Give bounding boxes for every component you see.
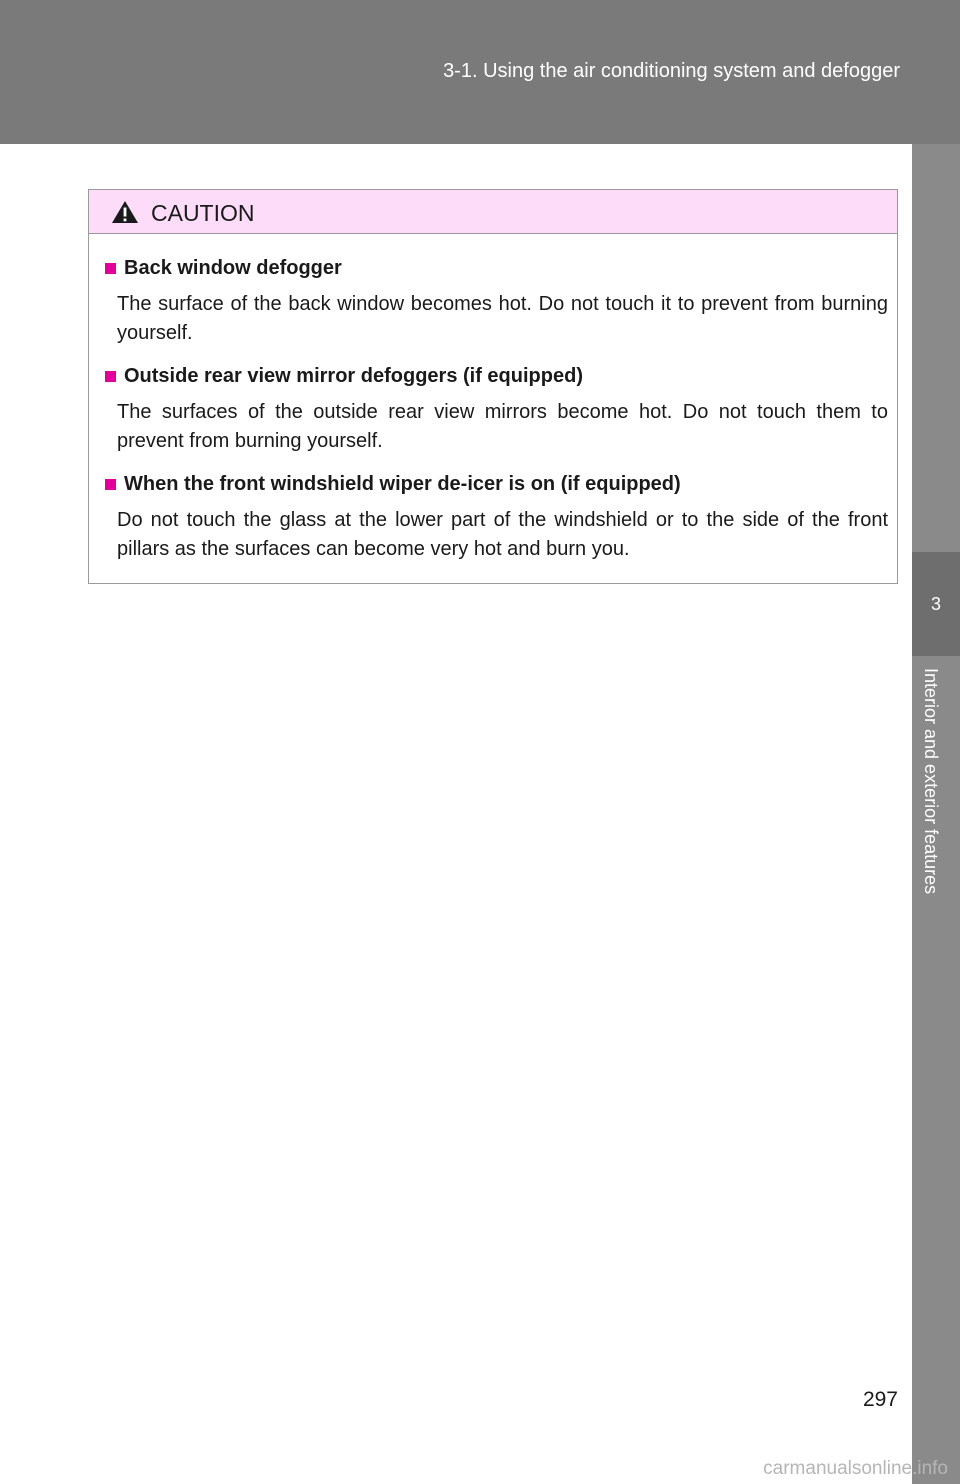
caution-box bbox=[88, 189, 898, 584]
caution-item-text: Do not touch the glass at the lower part of the windshield or to the side of the front pillars as the surfaces can become very hot and burn you. bbox=[117, 509, 888, 560]
caution-item bbox=[105, 470, 888, 564]
caution-item bbox=[105, 362, 888, 456]
page-number: 297 bbox=[862, 1388, 898, 1411]
caution-item-text: The surfaces of the outside rear view mirrors become hot. Do not touch them to prevent from burning yourself. bbox=[117, 401, 888, 452]
chapter-label: Interior and exterior features bbox=[921, 668, 941, 895]
caution-item-heading-text: Outside rear view mirror defoggers (if equipped) bbox=[124, 365, 583, 387]
bullet-square-icon bbox=[105, 479, 116, 490]
caution-item-heading bbox=[105, 362, 888, 390]
caution-item-heading bbox=[105, 254, 888, 282]
caution-item-text: The surface of the back window becomes hot. Do not touch it to prevent from burning yourself. bbox=[117, 293, 888, 344]
caution-item-heading-text: Back window defogger bbox=[124, 257, 342, 279]
side-tab-top bbox=[912, 144, 960, 552]
watermark: carmanualsonline.info bbox=[763, 1458, 948, 1479]
caution-title: CAUTION bbox=[151, 200, 255, 226]
warning-triangle-icon bbox=[111, 200, 139, 224]
caution-item-heading bbox=[105, 470, 888, 498]
bullet-square-icon bbox=[105, 371, 116, 382]
caution-header bbox=[89, 190, 897, 234]
caution-item bbox=[105, 254, 888, 348]
caution-item-heading-text: When the front windshield wiper de-icer is on (if equipped) bbox=[124, 473, 681, 495]
page-header bbox=[0, 0, 960, 144]
caution-body bbox=[89, 234, 897, 564]
bullet-square-icon bbox=[105, 263, 116, 274]
chapter-number-tab: 3 bbox=[912, 552, 960, 656]
section-title: 3-1. Using the air conditioning system and defogger bbox=[443, 60, 900, 82]
